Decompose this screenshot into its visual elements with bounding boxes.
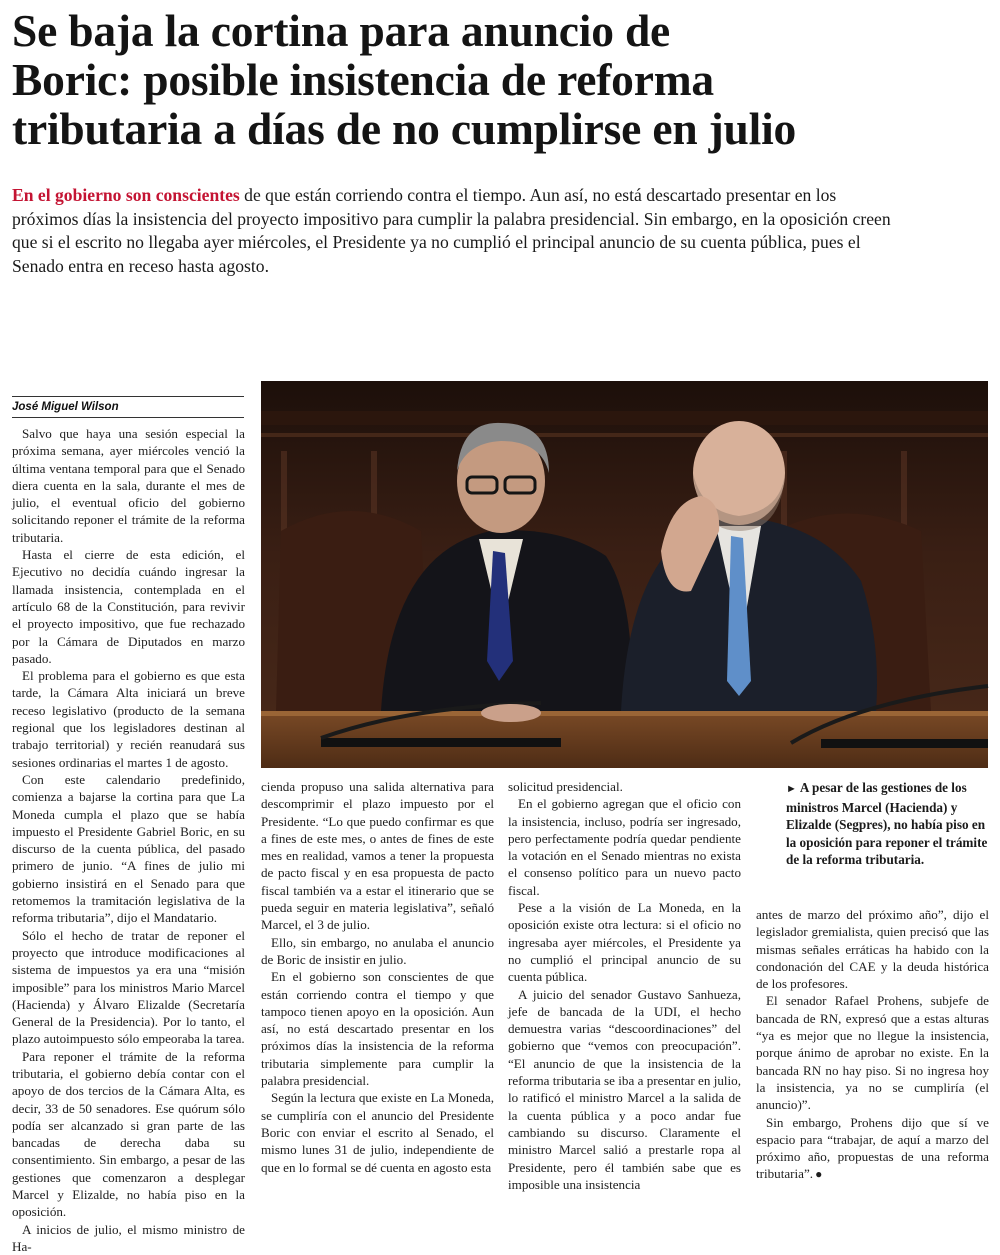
body-paragraph: Ello, sin embargo, no anulaba el anuncio de Boric de insistir en julio. <box>261 934 494 967</box>
byline: José Miguel Wilson <box>12 396 244 418</box>
headline-line-1: Se baja la cortina para anuncio de <box>12 5 671 56</box>
body-paragraph: El senador Rafael Prohens, subjefe de bancada de RN, expresó que a estas alturas “ya es mejor que no llegue la insistencia, porque ánimo de aprobar no existe. En la bancada RN no hay piso. Si no ingresa hoy la insistencia, ya no se cumpliría (el anuncio)”. <box>756 993 989 1113</box>
column-1 <box>12 425 245 1255</box>
photo-illustration <box>261 381 988 768</box>
headline <box>12 6 987 153</box>
lead-accent: En el gobierno son conscientes <box>12 185 240 205</box>
body-paragraph: En el gobierno agregan que el oficio con la insistencia, incluso, podría ser ingresado, pero perfectamente podría quedar pendiente la votación en el Senado mientras no exista el consenso político para un nuevo pacto fiscal. <box>508 796 741 898</box>
body-paragraph: Con este calendario predefinido, comienza a bajarse la cortina para que La Moneda cumpla el plazo que se había impuesto el Presidente Gabriel Boric, en su discurso de la cuenta pública, del pasado primero de junio. “A fines de julio mi gobierno insistirá en el Senado para que retomemos la tramitación legislativa de la reforma tributaria”, dijo el Mandatario. <box>12 771 245 926</box>
caption-text: A pesar de las gestiones de los ministros Marcel (Hacienda) y Elizalde (Segpres), no había piso en la oposición para reponer el trámite de la reforma tributaria. <box>786 780 988 868</box>
headline-line-2: Boric: posible insistencia de reforma <box>12 54 714 105</box>
headline-line-3: tributaria a días de no cumplirse en julio <box>12 103 797 154</box>
column-2 <box>261 778 494 1176</box>
body-paragraph: solicitud presidencial. <box>508 779 623 794</box>
body-paragraph: cienda propuso una salida alternativa para descomprimir el plazo impuesto por el Presidente. “Lo que puedo confirmar es que a fines de este mes, o antes de fines de este mes en realidad, vamos a tener la propuesta de pacto fiscal y en esa propuesta de pacto fiscal también va a estar el itinerario que se pueda seguir en materia legislativa”, señaló Marcel, el 3 de julio. <box>261 779 494 933</box>
lead-text: de que están corriendo contra el tiempo. Aun así, no está descartado presentar en los próximos días la insistencia del proyecto impositivo para cumplir la palabra presidencial. Sin embargo, en la oposición creen que si el escrito no llegaba ayer miércoles, el Presidente ya no cumplió el principal anuncio de su cuenta pública, pues el Senado entra en receso hasta agosto. <box>12 185 891 276</box>
body-paragraph: El problema para el gobierno es que esta tarde, la Cámara Alta iniciará un breve receso legislativo (producto de la semana regional que los legisladores destinan al trabajo territorial) y recién reanudará sus sesiones ordinarias el martes 1 de agosto. <box>12 668 245 770</box>
end-mark-icon: ● <box>815 1167 823 1182</box>
body-paragraph <box>756 1114 989 1184</box>
photo-caption <box>786 779 989 869</box>
column-4 <box>756 906 989 1184</box>
body-paragraph: antes de marzo del próximo año”, dijo el legislador gremialista, quien precisó que las mismas señales erráticas ha habido con la condonación del CAE y la deuda histórica de los profesores. <box>756 907 989 992</box>
body-paragraph: A inicios de julio, el mismo ministro de Ha- <box>12 1221 245 1254</box>
news-photo <box>261 381 988 768</box>
body-paragraph: A juicio del senador Gustavo Sanhueza, jefe de bancada de la UDI, el hecho demuestra varias “descoordinaciones” del gobierno que “vemos con preocupación”. “El anuncio de que la insistencia de la reforma tributaria se iba a presentar en julio, lo ratificó el ministro Marcel a la salida de la cuenta pública y a poco andar fue cambiando su discurso. Claramente el ministro Marcel salió a prestarle ropa al Presidente, pero él también sabe que es imposible una insistencia <box>508 986 741 1192</box>
column-3 <box>508 778 741 1193</box>
body-paragraph: En el gobierno son conscientes de que están corriendo contra el tiempo y que tampoco tienen apoyo en la oposición. Aun así, no está descartado presentar en los próximos días la insistencia de la reforma tributaria simplemente para cumplir la palabra presidencial. <box>261 969 494 1089</box>
caption-arrow-icon: ► <box>786 783 797 795</box>
closing-text: Sin embargo, Prohens dijo que sí ve espacio para “trabajar, de aquí a marzo del próximo año, propuestas de una reforma tributaria”. <box>756 1114 989 1182</box>
body-paragraph: Para reponer el trámite de la reforma tributaria, el gobierno debía contar con el apoyo de dos tercios de la Cámara Alta, es decir, 33 de 50 senadores. Ese quórum sólo podía ser alcanzado si gran parte de las bancadas de derecha daba su consentimiento. Sin embargo, a pesar de las gestiones que comenzaron a desplegar Marcel y Elizalde, no había piso en la oposición. <box>12 1048 245 1220</box>
body-paragraph: Hasta el cierre de esta edición, el Ejecutivo no decidía cuándo ingresar la llamada insistencia, contemplada en el artículo 68 de la Constitución, para revivir el proyecto impositivo, que fue rechazado por la Cámara de Diputados en marzo pasado. <box>12 547 245 666</box>
body-paragraph: Según la lectura que existe en La Moneda, se cumpliría con el anuncio del Presidente Boric con enviar el escrito al Senado, el mismo lunes 31 de julio, independiente de que en lo formal se dé cuenta en agosto esta <box>261 1090 494 1175</box>
lead-paragraph <box>12 184 892 278</box>
body-paragraph: Sólo el hecho de tratar de reponer el proyecto que introduce modificaciones al sistema de impuestos ya era una “misión imposible” para los ministros Mario Marcel (Hacienda) y Álvaro Elizalde (Secretaría General de la Presidencia). Por lo tanto, el plazo autoimpuesto sólo empeoraba la tarea. <box>12 927 245 1047</box>
body-paragraph: Salvo que haya una sesión especial la próxima semana, ayer miércoles venció la última ventana temporal para que el Senado diera cuenta en la sala, durante el mes de julio, el eventual oficio del gobierno solicitando reponer el trámite de la reforma tributaria. <box>12 426 245 545</box>
body-paragraph: Pese a la visión de La Moneda, en la oposición existe otra lectura: si el oficio no ingresaba ayer miércoles, el Presidente ya no cumplió el principal anuncio de su cuenta pública. <box>508 900 741 985</box>
